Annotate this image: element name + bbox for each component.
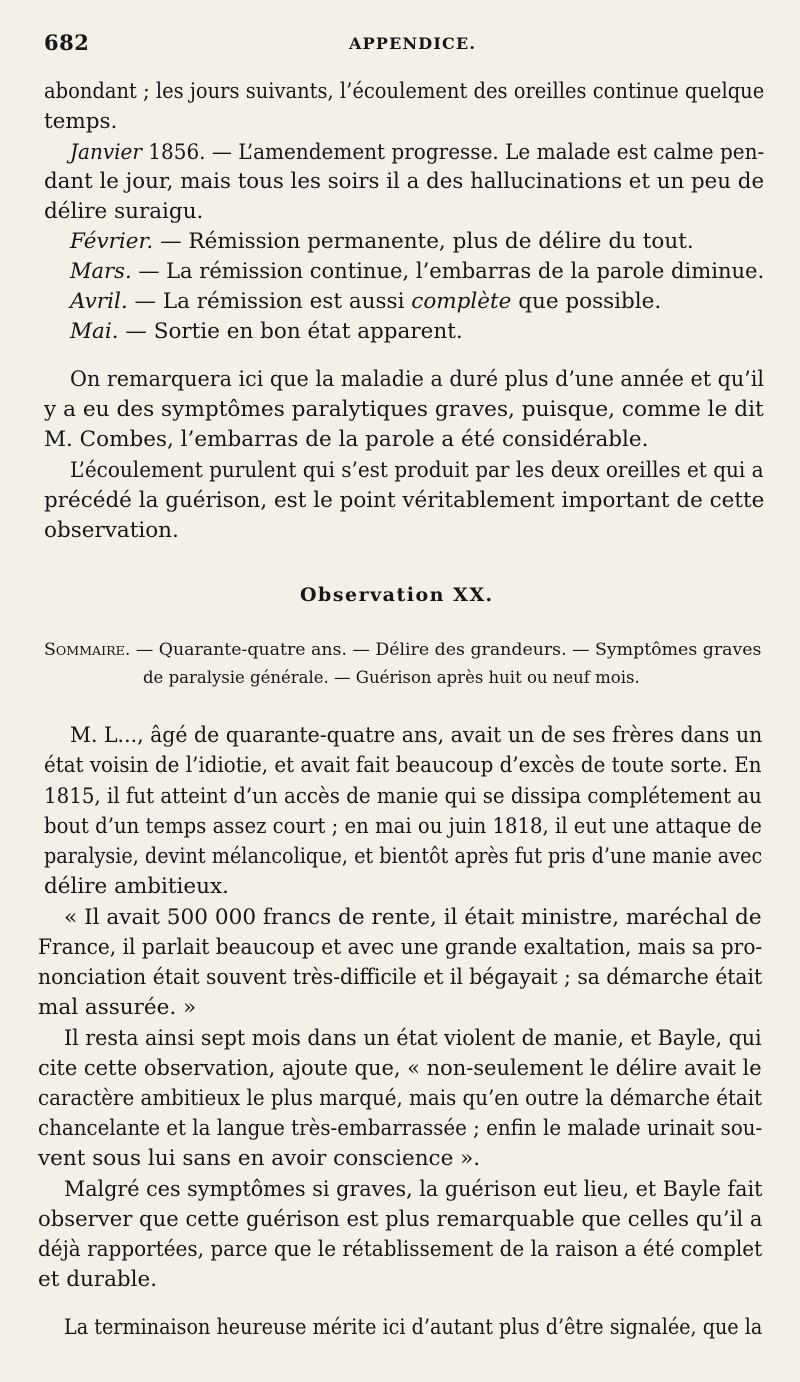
text-line — [44, 426, 648, 454]
text-line — [44, 168, 764, 196]
text-line — [64, 904, 762, 932]
text-span: que possible. — [511, 289, 662, 314]
text-span: bout d’un temps assez court ; en mai ou juin 1818, il eut une attaque de — [44, 814, 762, 839]
text-line — [70, 258, 764, 286]
text-line — [38, 1206, 762, 1234]
text-line — [44, 752, 762, 780]
text-span: mal assurée. » — [38, 995, 197, 1020]
text-line — [44, 78, 764, 106]
text-line — [38, 1085, 762, 1113]
italic-text: Janvier — [70, 140, 142, 165]
text-line — [70, 457, 764, 485]
text-span: vent sous lui sans en avoir conscience ». — [38, 1146, 481, 1171]
page-header — [44, 30, 760, 60]
italic-text: Février. — [70, 229, 154, 254]
text-span: dant le jour, mais tous les soirs il a des hallucinations et un peu de — [44, 169, 765, 194]
text-line — [70, 318, 463, 346]
small-caps-text: Sommaire. — [44, 640, 131, 659]
text-span: caractère ambitieux le plus marqué, mais qu’en outre la démarche était — [38, 1086, 763, 1111]
text-line — [38, 1055, 762, 1083]
text-span: état voisin de l’idiotie, et avait fait beaucoup d’excès de toute sorte. En — [44, 753, 762, 778]
text-line — [70, 288, 661, 316]
text-line — [44, 636, 761, 664]
section-heading — [300, 581, 494, 609]
page-number: 682 — [44, 30, 90, 55]
text-span: — Sortie en bon état apparent. — [118, 319, 463, 344]
text-span: — La rémission est aussi — [127, 289, 412, 314]
text-span: délire suraigu. — [44, 199, 204, 224]
text-span: 1856. — L’amendement progresse. Le malade est calme pen- — [141, 140, 765, 165]
text-line — [44, 487, 764, 515]
italic-text: Mars. — [70, 259, 132, 284]
text-line — [44, 517, 179, 545]
text-span: France, il parlait beaucoup et avec une grande exaltation, mais sa pro- — [38, 935, 763, 960]
text-line — [38, 934, 762, 962]
text-line — [64, 1025, 762, 1053]
text-span: paralysie, devint mélancolique, et bientôt après fut pris d’une manie avec — [44, 844, 763, 869]
text-line — [70, 228, 694, 256]
text-span: « Il avait 500 000 francs de rente, il était ministre, maréchal de — [64, 905, 762, 930]
text-line — [44, 873, 229, 901]
text-span: chancelante et la langue très-embarrassée ; enfin le malade urinait sou- — [38, 1116, 763, 1141]
text-span: M. Combes, l’embarras de la parole a été considérable. — [44, 427, 649, 452]
text-line — [38, 994, 196, 1022]
text-span: Il resta ainsi sept mois dans un état violent de manie, et Bayle, qui — [64, 1026, 762, 1051]
italic-text: Mai. — [70, 319, 119, 344]
text-span: de paralysie générale. — Guérison après huit ou neuf mois. — [143, 668, 640, 687]
text-line — [44, 198, 203, 226]
text-line — [44, 843, 762, 871]
text-span: précédé la guérison, est le point véritablement important de cette — [44, 488, 765, 513]
text-line — [38, 1145, 480, 1173]
text-line — [38, 1236, 762, 1264]
text-span: et durable. — [38, 1267, 158, 1292]
text-line — [64, 1176, 762, 1204]
text-span: observation. — [44, 518, 179, 543]
text-line — [143, 664, 640, 692]
text-span: Malgré ces symptômes si graves, la guérison eut lieu, et Bayle fait — [64, 1177, 763, 1202]
text-span: Observation XX. — [300, 584, 494, 606]
text-span: temps. — [44, 109, 118, 134]
text-span: M. L..., âgé de quarante-quatre ans, avait un de ses frères dans un — [70, 723, 763, 748]
text-span: observer que cette guérison est plus remarquable que celles qu’il a — [38, 1207, 763, 1232]
text-span: — Rémission permanente, plus de délire du tout. — [153, 229, 694, 254]
text-line — [44, 396, 764, 424]
text-span: 1815, il fut atteint d’un accès de manie qui se dissipa complétement au — [44, 784, 762, 809]
italic-text: Avril. — [70, 289, 128, 314]
text-line — [44, 108, 117, 136]
text-span: On remarquera ici que la maladie a duré plus d’une année et qu’il — [70, 367, 765, 392]
text-span: déjà rapportées, parce que le rétablissement de la raison a été complet — [38, 1237, 763, 1262]
text-span: cite cette observation, ajoute que, « non-seulement le délire avait le — [38, 1056, 762, 1081]
text-span: — Quarante-quatre ans. — Délire des grandeurs. — Symptômes graves — [130, 640, 762, 659]
text-line — [44, 783, 762, 811]
running-title: APPENDICE. — [349, 34, 477, 53]
text-line — [44, 813, 762, 841]
text-line — [64, 1314, 762, 1342]
text-line — [70, 722, 762, 750]
text-span: abondant ; les jours suivants, l’écoulement des oreilles continue quelque — [44, 79, 765, 104]
text-span: y a eu des symptômes paralytiques graves, puisque, comme le dit — [44, 397, 764, 422]
text-line — [70, 139, 764, 167]
text-span: — La rémission continue, l’embarras de la parole diminue. — [131, 259, 765, 284]
text-line — [70, 366, 764, 394]
text-line — [38, 1266, 157, 1294]
text-line — [38, 1115, 762, 1143]
italic-text: complète — [411, 289, 512, 314]
text-span: nonciation était souvent très-difficile et il bégayait ; sa démarche était — [38, 965, 763, 990]
text-span: L’écoulement purulent qui s’est produit par les deux oreilles et qui a — [70, 458, 764, 483]
text-line — [38, 964, 762, 992]
text-span: La terminaison heureuse mérite ici d’autant plus d’être signalée, que la — [64, 1315, 763, 1340]
text-span: délire ambitieux. — [44, 874, 229, 899]
